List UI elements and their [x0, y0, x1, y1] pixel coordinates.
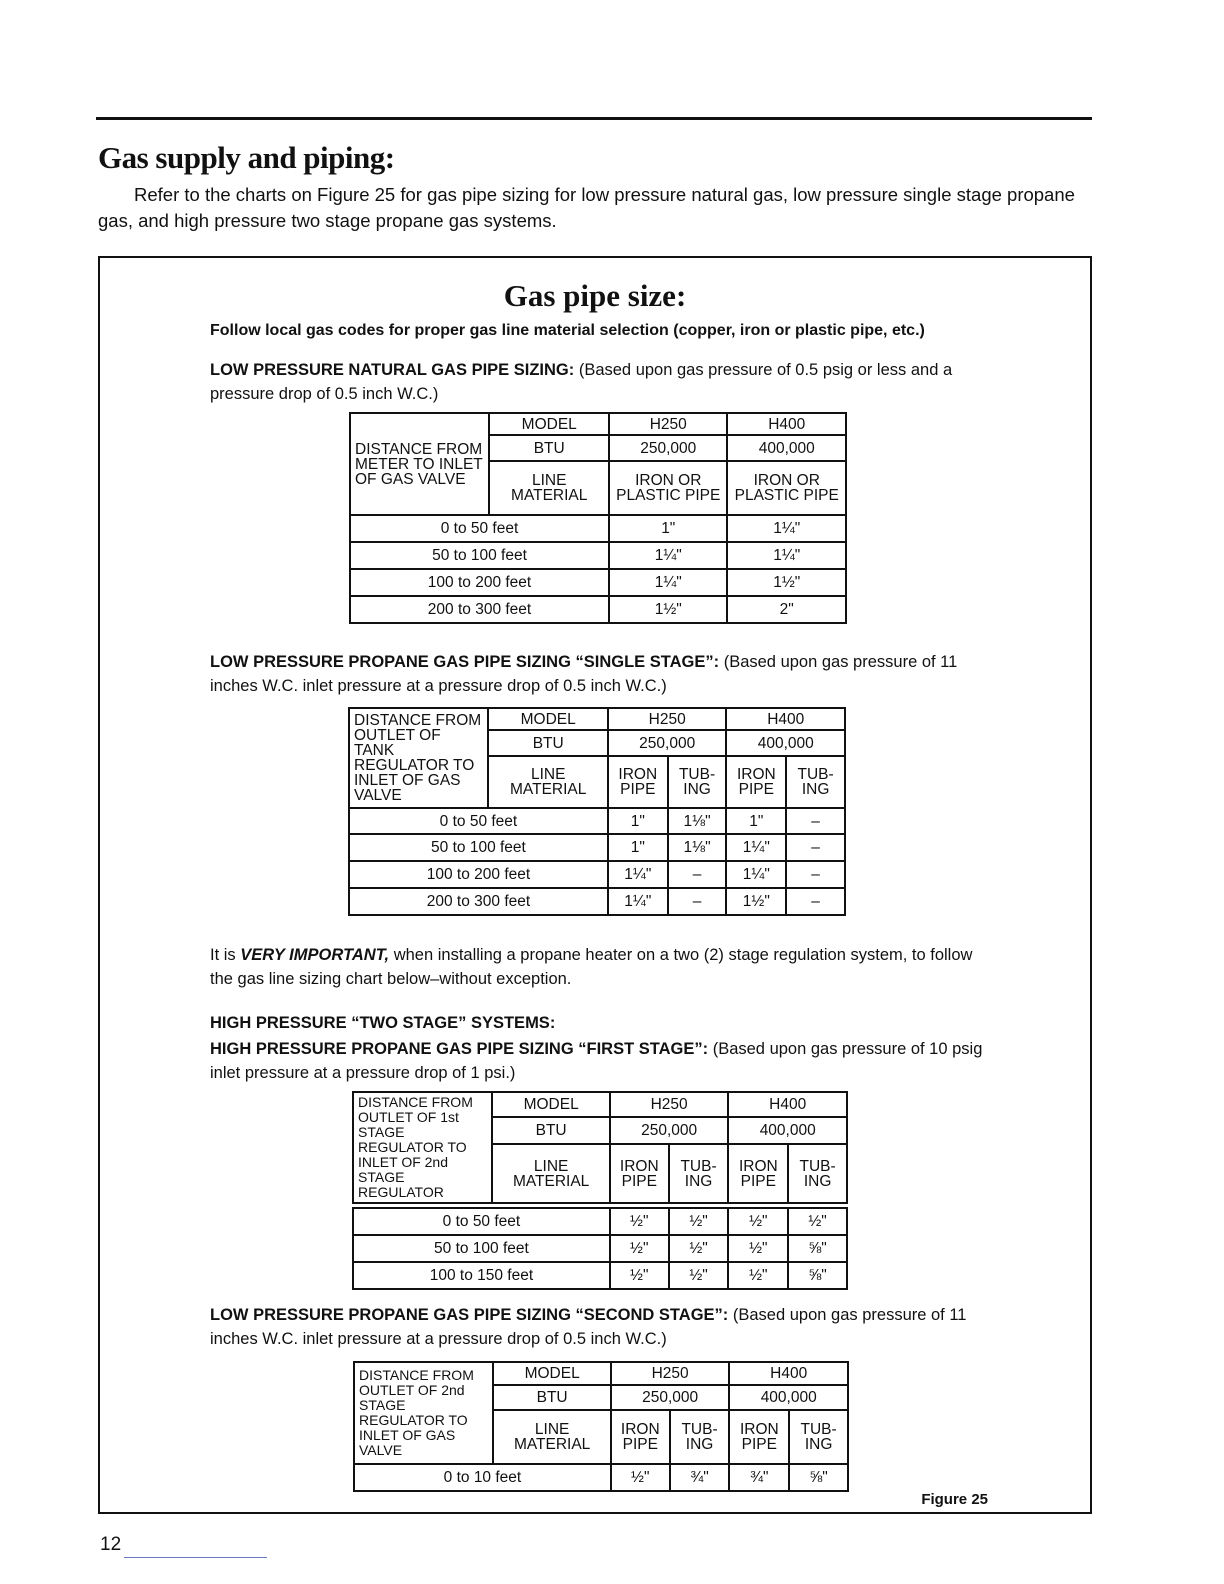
intro-paragraph: Refer to the charts on Figure 25 for gas pipe sizing for low pressure natural gas, low pressure single stage propane gas, and high pressure two stage propane gas systems. [98, 184, 1075, 231]
single-row-h250-iron: 1" [608, 834, 668, 861]
second-heading-label: LOW PRESSURE PROPANE GAS PIPE SIZING “SECOND STAGE”: [210, 1306, 729, 1324]
second-stage-table [353, 1361, 849, 1492]
natural-row-h250: 1" [609, 515, 727, 542]
natural-btu-label: BTU [489, 435, 609, 461]
second-btu-h400: 400,000 [729, 1385, 848, 1410]
second-row-distance: 0 to 10 feet [354, 1464, 611, 1491]
natural-row-h250: 1¼" [609, 542, 727, 569]
second-model-label: MODEL [493, 1362, 611, 1385]
single-heading-label: LOW PRESSURE PROPANE GAS PIPE SIZING “SINGLE STAGE”: [210, 653, 720, 671]
single-tubing-h400: TUB- ING [786, 756, 845, 808]
first-row-h250-iron: ½" [610, 1262, 669, 1289]
single-iron-pipe-h250: IRON PIPE [608, 756, 668, 808]
box-title: Gas pipe size: [503, 278, 687, 313]
first-row-h400-tubing: ⅝" [788, 1235, 847, 1262]
first-row-h400-iron: ½" [728, 1262, 788, 1289]
natural-btu-h400: 400,000 [727, 435, 846, 461]
natural-row-distance: 0 to 50 feet [350, 515, 609, 542]
second-btu-h250: 250,000 [611, 1385, 730, 1410]
natural-row-h400: 1½" [727, 569, 846, 596]
natural-row-distance: 50 to 100 feet [350, 542, 609, 569]
first-row-distance: 50 to 100 feet [353, 1235, 610, 1262]
single-row-h400-iron: 1¼" [726, 861, 786, 888]
natural-btu-h250: 250,000 [609, 435, 727, 461]
first-row-h250-iron: ½" [610, 1235, 669, 1262]
table-row [349, 861, 845, 888]
second-row-h400-tubing: ⅝" [789, 1464, 848, 1491]
table-row [350, 542, 846, 569]
single-h400-header: H400 [726, 708, 845, 730]
second-iron-pipe-h250: IRON PIPE [611, 1410, 670, 1464]
first-stage-heading [210, 1037, 990, 1085]
first-iron-pipe-h250: IRON PIPE [610, 1144, 669, 1203]
table-row [349, 888, 845, 915]
table-row [349, 834, 845, 861]
natural-row-distance: 100 to 200 feet [350, 569, 609, 596]
single-row-h250-tubing: – [668, 888, 727, 915]
single-model-label: MODEL [488, 708, 607, 730]
important-note [210, 943, 990, 991]
single-row-distance: 200 to 300 feet [349, 888, 608, 915]
natural-material-h400: IRON OR PLASTIC PIPE [727, 461, 846, 515]
single-btu-h400: 400,000 [726, 730, 845, 756]
important-emphasis: VERY IMPORTANT, [240, 946, 390, 964]
single-distance-label: DISTANCE FROM OUTLET OF TANK REGULATOR TO INLET OF GAS VALVE [349, 708, 488, 808]
section-title: Gas supply and piping: [98, 140, 395, 175]
single-line-material-label: LINE MATERIAL [488, 756, 607, 808]
important-pre: It is [210, 946, 241, 964]
first-row-h250-tubing: ½" [669, 1208, 729, 1235]
single-tubing-h250: TUB- ING [668, 756, 727, 808]
second-tubing-h400: TUB- ING [789, 1410, 848, 1464]
second-heading-desc: (Based upon gas pressure of 11 inches W.C. inlet pressure at a pressure drop of 0.5 inch W.C.) [210, 1306, 967, 1348]
natural-gas-table [349, 412, 847, 624]
first-h250-header: H250 [610, 1092, 729, 1117]
single-row-h400-tubing: – [786, 888, 845, 915]
first-heading-label: HIGH PRESSURE PROPANE GAS PIPE SIZING “FIRST STAGE”: [210, 1040, 709, 1058]
single-row-h400-tubing: – [786, 861, 845, 888]
table-row [353, 1262, 847, 1289]
important-post: when installing a propane heater on a two (2) stage regulation system, to follow the gas line sizing chart below–without exception. [210, 946, 973, 988]
second-row-h250-tubing: ¾" [670, 1464, 730, 1491]
single-row-h400-tubing: – [786, 834, 845, 861]
single-row-h250-iron: 1" [608, 808, 668, 834]
first-h400-header: H400 [728, 1092, 847, 1117]
natural-row-h400: 2" [727, 596, 846, 623]
single-row-h250-tubing: – [668, 861, 727, 888]
first-row-h400-tubing: ½" [788, 1208, 847, 1235]
second-iron-pipe-h400: IRON PIPE [729, 1410, 789, 1464]
first-row-h250-tubing: ½" [669, 1235, 729, 1262]
second-tubing-h250: TUB- ING [670, 1410, 730, 1464]
single-row-h400-tubing: – [786, 808, 845, 834]
natural-gas-heading [210, 358, 990, 406]
first-row-h250-tubing: ½" [669, 1262, 729, 1289]
second-line-material-label: LINE MATERIAL [493, 1410, 611, 1464]
single-heading-desc: (Based upon gas pressure of 11 inches W.C. inlet pressure at a pressure drop of 0.5 inch W.C.) [210, 653, 958, 695]
single-row-distance: 100 to 200 feet [349, 861, 608, 888]
natural-row-h400: 1¼" [727, 515, 846, 542]
table-row [354, 1464, 848, 1491]
first-line-material-label: LINE MATERIAL [492, 1144, 610, 1203]
table-row [353, 1208, 847, 1235]
natural-heading-desc: (Based upon gas pressure of 0.5 psig or less and a pressure drop of 0.5 inch W.C.) [210, 361, 953, 403]
second-distance-label: DISTANCE FROM OUTLET OF 2nd STAGE REGULATOR TO INLET OF GAS VALVE [354, 1362, 493, 1464]
first-row-h400-iron: ½" [728, 1235, 788, 1262]
single-row-h250-tubing: 1⅛" [668, 808, 727, 834]
first-stage-table [352, 1091, 848, 1290]
first-row-h400-tubing: ⅝" [788, 1262, 847, 1289]
single-row-h400-iron: 1¼" [726, 834, 786, 861]
first-iron-pipe-h400: IRON PIPE [728, 1144, 788, 1203]
figure-label: Figure 25 [921, 1491, 988, 1508]
single-row-h400-iron: 1" [726, 808, 786, 834]
single-stage-table [348, 707, 846, 916]
natural-model-label: MODEL [489, 413, 609, 435]
table-row [353, 1235, 847, 1262]
second-h250-header: H250 [611, 1362, 730, 1385]
single-row-h250-iron: 1¼" [608, 861, 668, 888]
table-row [350, 515, 846, 542]
natural-row-h250: 1¼" [609, 569, 727, 596]
page-number: 12 [100, 1534, 122, 1555]
first-btu-label: BTU [492, 1117, 610, 1144]
first-row-h400-iron: ½" [728, 1208, 788, 1235]
second-row-h400-iron: ¾" [729, 1464, 789, 1491]
high-pressure-heading: HIGH PRESSURE “TWO STAGE” SYSTEMS: [210, 1014, 556, 1032]
top-rule [96, 117, 1092, 120]
natural-heading-label: LOW PRESSURE NATURAL GAS PIPE SIZING: [210, 361, 575, 379]
table-row [350, 596, 846, 623]
natural-row-h400: 1¼" [727, 542, 846, 569]
second-stage-heading [210, 1303, 990, 1351]
single-row-h250-tubing: 1⅛" [668, 834, 727, 861]
first-distance-label: DISTANCE FROM OUTLET OF 1st STAGE REGULATOR TO INLET OF 2nd STAGE REGULATOR [353, 1092, 492, 1203]
natural-row-h250: 1½" [609, 596, 727, 623]
figure-box [98, 256, 1092, 1514]
natural-h250-header: H250 [609, 413, 727, 435]
first-model-label: MODEL [492, 1092, 610, 1117]
single-row-h400-iron: 1½" [726, 888, 786, 915]
single-row-distance: 50 to 100 feet [349, 834, 608, 861]
natural-row-distance: 200 to 300 feet [350, 596, 609, 623]
first-row-distance: 100 to 150 feet [353, 1262, 610, 1289]
natural-distance-label: DISTANCE FROM METER TO INLET OF GAS VALVE [350, 413, 489, 515]
single-row-h250-iron: 1¼" [608, 888, 668, 915]
second-h400-header: H400 [729, 1362, 848, 1385]
page-number-rule [124, 1557, 267, 1558]
second-btu-label: BTU [493, 1385, 611, 1410]
single-h250-header: H250 [608, 708, 727, 730]
natural-h400-header: H400 [727, 413, 846, 435]
first-row-h250-iron: ½" [610, 1208, 669, 1235]
natural-line-material-label: LINE MATERIAL [489, 461, 609, 515]
first-row-distance: 0 to 50 feet [353, 1208, 610, 1235]
codes-note: Follow local gas codes for proper gas line material selection (copper, iron or plastic pipe, etc.) [210, 322, 925, 339]
single-btu-h250: 250,000 [608, 730, 727, 756]
first-btu-h250: 250,000 [610, 1117, 729, 1144]
single-iron-pipe-h400: IRON PIPE [726, 756, 786, 808]
first-tubing-h400: TUB- ING [788, 1144, 847, 1203]
natural-material-h250: IRON OR PLASTIC PIPE [609, 461, 727, 515]
single-stage-heading [210, 650, 990, 698]
second-row-h250-iron: ½" [611, 1464, 670, 1491]
table-row [349, 808, 845, 834]
single-btu-label: BTU [488, 730, 607, 756]
single-row-distance: 0 to 50 feet [349, 808, 608, 834]
first-tubing-h250: TUB- ING [669, 1144, 729, 1203]
table-row [350, 569, 846, 596]
first-heading-desc: (Based upon gas pressure of 10 psig inlet pressure at a pressure drop of 1 psi.) [210, 1040, 983, 1082]
first-btu-h400: 400,000 [728, 1117, 847, 1144]
